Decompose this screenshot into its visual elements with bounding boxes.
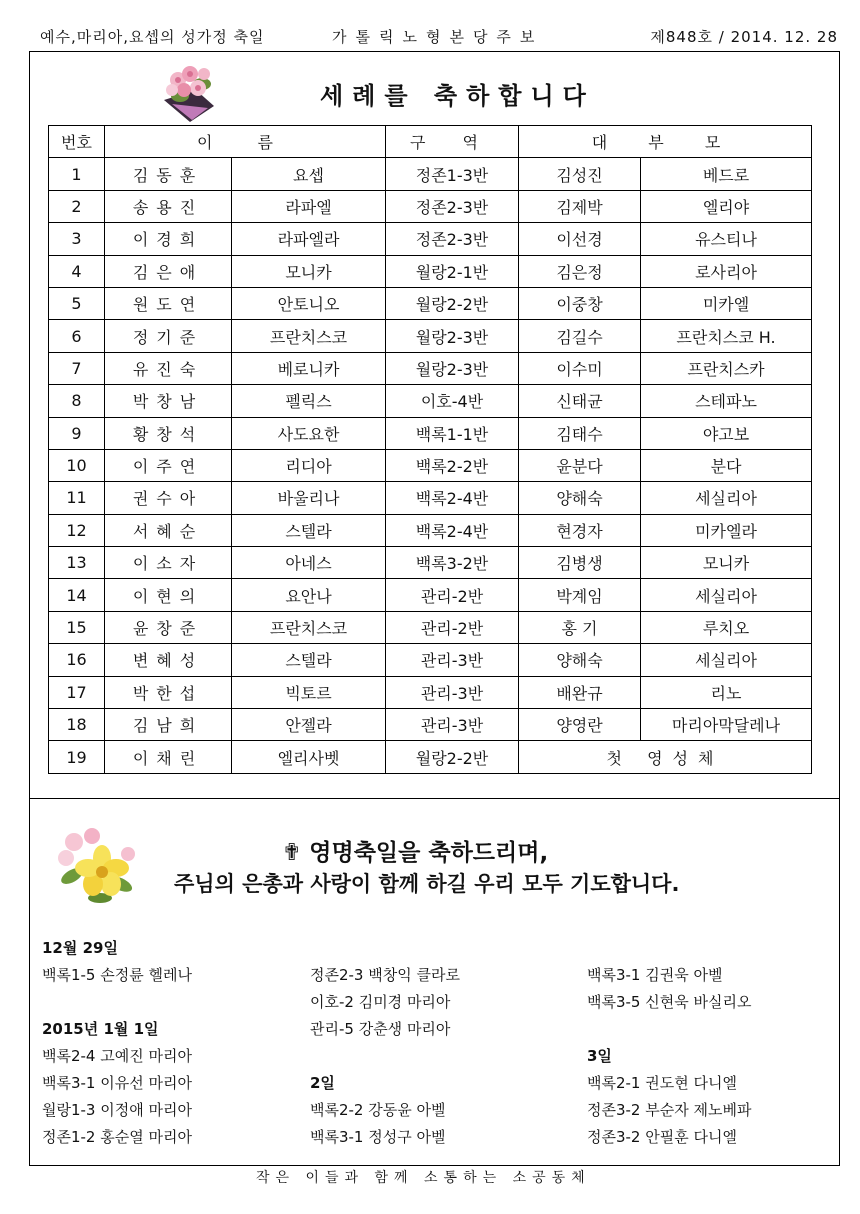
- feastday-entry: 이호-2 김미경 마리아: [310, 993, 451, 1011]
- date-heading: 3일: [587, 1047, 612, 1065]
- table-row: [49, 287, 812, 319]
- person-name: 김은애: [105, 255, 232, 287]
- feastday-entry: 정존1-2 홍순열 마리아: [42, 1128, 192, 1146]
- table-row: [49, 385, 812, 417]
- table-row: [49, 741, 812, 773]
- table-row: [49, 190, 812, 222]
- district: 정존2-3반: [386, 223, 519, 255]
- table-row: [49, 709, 812, 741]
- godparent-name: 배완규: [519, 676, 641, 708]
- row-number: 1: [49, 158, 105, 190]
- district: 백록2-4반: [386, 514, 519, 546]
- row-number: 3: [49, 223, 105, 255]
- district: 월랑2-3반: [386, 352, 519, 384]
- baptismal-name: 사도요한: [232, 417, 386, 449]
- table-row: [49, 514, 812, 546]
- baptismal-name: 빅토르: [232, 676, 386, 708]
- header-number: 번호: [49, 126, 105, 158]
- district: 정존1-3반: [386, 158, 519, 190]
- person-name: 박한섭: [105, 676, 232, 708]
- feastday-entry: 백록2-2 강동윤 아벨: [310, 1101, 446, 1119]
- godparent-baptismal-name: 세실리아: [641, 579, 812, 611]
- godparent-baptismal-name: 야고보: [641, 417, 812, 449]
- row-number: 6: [49, 320, 105, 352]
- table-row: [49, 611, 812, 643]
- page-title: 세례를 축하합니다: [320, 82, 595, 110]
- header-name: 이 름: [105, 126, 386, 158]
- godparent-name: 양영란: [519, 709, 641, 741]
- feastday-entry: 백록1-5 손정륜 헬레나: [42, 966, 192, 984]
- godparent-name: 이수미: [519, 352, 641, 384]
- header-district: 구 역: [386, 126, 519, 158]
- baptismal-name: 바울리나: [232, 482, 386, 514]
- row-number: 8: [49, 385, 105, 417]
- baptismal-name: 라파엘라: [232, 223, 386, 255]
- table-row: [49, 320, 812, 352]
- feast-prayer: 주님의 은총과 사랑이 함께 하길 우리 모두 기도합니다.: [174, 872, 680, 896]
- godparent-baptismal-name: 유스티나: [641, 223, 812, 255]
- godparent-name: 김제박: [519, 190, 641, 222]
- baptismal-name: 라파엘: [232, 190, 386, 222]
- godparent-name: 신태균: [519, 385, 641, 417]
- godparent-name: 홍 기: [519, 611, 641, 643]
- row-number: 15: [49, 611, 105, 643]
- table-row: [49, 449, 812, 481]
- table-header-row: [49, 126, 812, 158]
- page-footer: 작은 이들과 함께 소통하는 소공동체: [256, 1170, 591, 1186]
- row-number: 18: [49, 709, 105, 741]
- flower-icon: [50, 824, 150, 908]
- baptismal-name: 프란치스코: [232, 320, 386, 352]
- baptismal-name: 요안나: [232, 579, 386, 611]
- baptismal-name: 펠릭스: [232, 385, 386, 417]
- godparent-name: 김태수: [519, 417, 641, 449]
- feastday-entry: 백록2-1 권도현 다니엘: [587, 1074, 737, 1092]
- district: 관리-3반: [386, 676, 519, 708]
- header-feast-name: 예수,마리아,요셉의 성가정 축일: [40, 28, 265, 46]
- baptismal-name: 프란치스코: [232, 611, 386, 643]
- godparent-name: 현경자: [519, 514, 641, 546]
- feastday-entry: 정존3-2 부순자 제노베파: [587, 1101, 752, 1119]
- district: 관리-3반: [386, 644, 519, 676]
- person-name: 송용진: [105, 190, 232, 222]
- row-number: 9: [49, 417, 105, 449]
- godparent-baptismal-name: 분다: [641, 449, 812, 481]
- district: 이호-4반: [386, 385, 519, 417]
- section-divider: [29, 798, 840, 799]
- header-godparent: 대 부 모: [519, 126, 812, 158]
- date-heading: 12월 29일: [42, 939, 118, 957]
- godparent-baptismal-name: 미카엘: [641, 287, 812, 319]
- table-row: [49, 482, 812, 514]
- district: 백록2-4반: [386, 482, 519, 514]
- person-name: 김동훈: [105, 158, 232, 190]
- baptismal-name: 모니카: [232, 255, 386, 287]
- godparent-name: 김길수: [519, 320, 641, 352]
- row-number: 19: [49, 741, 105, 773]
- row-number: 14: [49, 579, 105, 611]
- table-row: [49, 158, 812, 190]
- godparent-name: 양해숙: [519, 482, 641, 514]
- district: 백록3-2반: [386, 547, 519, 579]
- first-communion-note: 첫 영성체: [519, 741, 812, 773]
- godparent-name: 김병생: [519, 547, 641, 579]
- person-name: 정기준: [105, 320, 232, 352]
- baptismal-name: 요셉: [232, 158, 386, 190]
- baptismal-name: 안토니오: [232, 287, 386, 319]
- godparent-name: 이중창: [519, 287, 641, 319]
- godparent-name: 이선경: [519, 223, 641, 255]
- godparent-name: 윤분다: [519, 449, 641, 481]
- godparent-baptismal-name: 프란치스코 H.: [641, 320, 812, 352]
- district: 월랑2-3반: [386, 320, 519, 352]
- district: 백록1-1반: [386, 417, 519, 449]
- person-name: 이경희: [105, 223, 232, 255]
- row-number: 17: [49, 676, 105, 708]
- godparent-baptismal-name: 베드로: [641, 158, 812, 190]
- district: 월랑2-1반: [386, 255, 519, 287]
- header-issue-date: 제848호 / 2014. 12. 28: [650, 28, 838, 46]
- feastday-entry: 관리-5 강춘생 마리아: [310, 1020, 451, 1038]
- date-heading: 2일: [310, 1074, 335, 1092]
- godparent-baptismal-name: 리노: [641, 676, 812, 708]
- row-number: 2: [49, 190, 105, 222]
- district: 관리-3반: [386, 709, 519, 741]
- feastday-entry: 백록3-1 이유선 마리아: [42, 1074, 192, 1092]
- feastday-entry: 정존2-3 백창익 클라로: [310, 966, 460, 984]
- godparent-baptismal-name: 루치오: [641, 611, 812, 643]
- godparent-baptismal-name: 세실리아: [641, 482, 812, 514]
- feastday-entry: 정존3-2 안필훈 다니엘: [587, 1128, 737, 1146]
- godparent-baptismal-name: 세실리아: [641, 644, 812, 676]
- feastday-entry: 월랑1-3 이정애 마리아: [42, 1101, 192, 1119]
- table-row: [49, 255, 812, 287]
- feastday-entry: 백록2-4 고예진 마리아: [42, 1047, 192, 1065]
- baptism-table: [48, 125, 812, 774]
- godparent-baptismal-name: 미카엘라: [641, 514, 812, 546]
- table-row: [49, 417, 812, 449]
- row-number: 16: [49, 644, 105, 676]
- person-name: 원도연: [105, 287, 232, 319]
- person-name: 김남희: [105, 709, 232, 741]
- baptismal-name: 엘리사벳: [232, 741, 386, 773]
- godparent-name: 양해숙: [519, 644, 641, 676]
- feastday-entry: 백록3-5 신현욱 바실리오: [587, 993, 752, 1011]
- godparent-baptismal-name: 프란치스카: [641, 352, 812, 384]
- header-bulletin-name: 가톨릭노형본당주보: [332, 28, 544, 46]
- district: 백록2-2반: [386, 449, 519, 481]
- feast-greeting: ✟ 영명축일을 축하드리며,: [282, 840, 549, 866]
- godparent-baptismal-name: 마리아막달레나: [641, 709, 812, 741]
- godparent-baptismal-name: 엘리야: [641, 190, 812, 222]
- godparent-baptismal-name: 스테파노: [641, 385, 812, 417]
- godparent-baptismal-name: 모니카: [641, 547, 812, 579]
- table-row: [49, 547, 812, 579]
- person-name: 권수아: [105, 482, 232, 514]
- row-number: 10: [49, 449, 105, 481]
- table-row: [49, 676, 812, 708]
- baptismal-name: 아네스: [232, 547, 386, 579]
- person-name: 박창남: [105, 385, 232, 417]
- baptismal-name: 스텔라: [232, 644, 386, 676]
- person-name: 이채린: [105, 741, 232, 773]
- godparent-name: 김성진: [519, 158, 641, 190]
- person-name: 이현의: [105, 579, 232, 611]
- godparent-name: 박계임: [519, 579, 641, 611]
- person-name: 이소자: [105, 547, 232, 579]
- baptismal-name: 리디아: [232, 449, 386, 481]
- district: 정존2-3반: [386, 190, 519, 222]
- person-name: 이주연: [105, 449, 232, 481]
- row-number: 7: [49, 352, 105, 384]
- district: 월랑2-2반: [386, 287, 519, 319]
- district: 관리-2반: [386, 611, 519, 643]
- feastday-entry: 백록3-1 김권욱 아벨: [587, 966, 723, 984]
- baptismal-name: 스텔라: [232, 514, 386, 546]
- table-row: [49, 579, 812, 611]
- godparent-name: 김은정: [519, 255, 641, 287]
- row-number: 11: [49, 482, 105, 514]
- person-name: 유진숙: [105, 352, 232, 384]
- person-name: 윤창준: [105, 611, 232, 643]
- table-row: [49, 352, 812, 384]
- feastday-entry: 백록3-1 정성구 아벨: [310, 1128, 446, 1146]
- godparent-baptismal-name: 로사리아: [641, 255, 812, 287]
- person-name: 황창석: [105, 417, 232, 449]
- row-number: 5: [49, 287, 105, 319]
- page-header: [30, 26, 840, 50]
- district: 월랑2-2반: [386, 741, 519, 773]
- person-name: 변혜성: [105, 644, 232, 676]
- person-name: 서혜순: [105, 514, 232, 546]
- row-number: 4: [49, 255, 105, 287]
- district: 관리-2반: [386, 579, 519, 611]
- baptismal-name: 베로니카: [232, 352, 386, 384]
- table-row: [49, 644, 812, 676]
- baptismal-name: 안젤라: [232, 709, 386, 741]
- date-heading: 2015년 1월 1일: [42, 1020, 159, 1038]
- table-row: [49, 223, 812, 255]
- row-number: 13: [49, 547, 105, 579]
- row-number: 12: [49, 514, 105, 546]
- bouquet-icon: [150, 60, 228, 124]
